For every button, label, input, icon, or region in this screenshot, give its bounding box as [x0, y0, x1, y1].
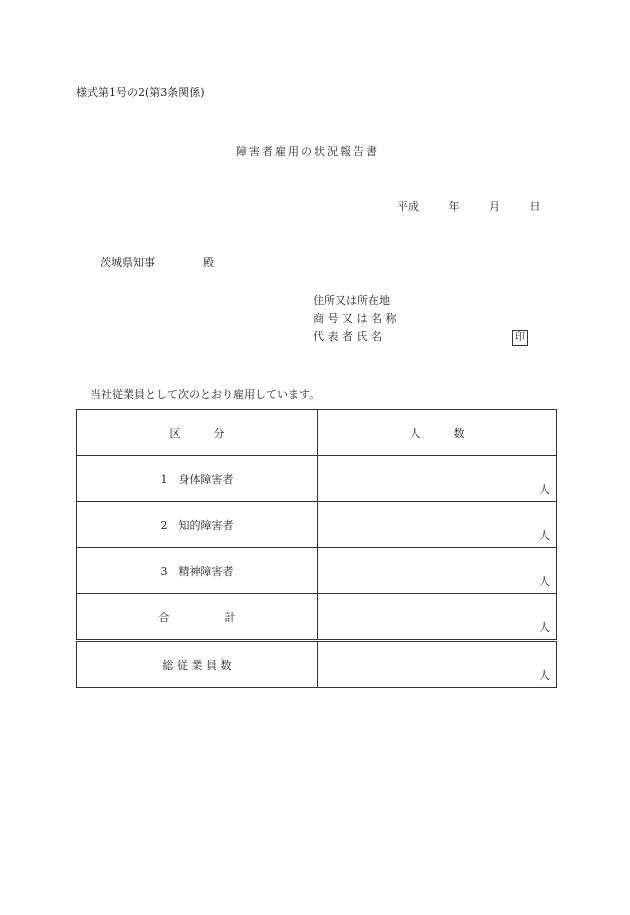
- unit-label: 人: [539, 483, 550, 496]
- row-label: 1 身体障害者: [77, 456, 318, 502]
- date-line: [397, 198, 541, 214]
- employment-table: [76, 409, 557, 688]
- applicant-block: [313, 292, 396, 346]
- count-cell-physical[interactable]: [318, 456, 557, 502]
- count-cell-intellectual[interactable]: [318, 502, 557, 548]
- date-year[interactable]: 年: [448, 200, 460, 213]
- company-name-field[interactable]: 商 号 又 は 名 称: [313, 312, 397, 325]
- unit-label: 人: [539, 575, 550, 588]
- addressee: [100, 254, 214, 270]
- date-month[interactable]: 月: [489, 200, 500, 213]
- header-category: 区 分: [77, 410, 318, 456]
- date-era: 平成: [397, 200, 419, 213]
- row-label: 合 計: [77, 594, 318, 641]
- header-count: 人 数: [318, 410, 557, 456]
- row-label: 3 精神障害者: [77, 548, 318, 594]
- count-cell-mental[interactable]: [318, 548, 557, 594]
- count-cell-total[interactable]: [318, 594, 557, 641]
- addressee-name: 茨城県知事: [100, 256, 155, 269]
- addressee-honorific: 殿: [203, 256, 214, 269]
- table-row: [77, 548, 557, 594]
- page-title: 障害者雇用の状況報告書: [236, 145, 379, 158]
- table-row: [77, 456, 557, 502]
- count-cell-all-employees[interactable]: [318, 641, 557, 688]
- table-header-row: [77, 410, 557, 456]
- intro-text: 当社従業員として次のとおり雇用しています。: [90, 388, 321, 401]
- unit-label: 人: [539, 669, 550, 682]
- table-row-total: [77, 594, 557, 641]
- address-field[interactable]: 住所又は所在地: [313, 294, 390, 307]
- row-label: 総 従 業 員 数: [77, 641, 318, 688]
- representative-field[interactable]: 代 表 者 氏 名: [313, 330, 382, 343]
- date-day[interactable]: 日: [529, 200, 541, 213]
- form-number: 様式第1号の2(第3条関係): [76, 86, 205, 99]
- row-label: 2 知的障害者: [77, 502, 318, 548]
- unit-label: 人: [539, 621, 550, 634]
- table-row: [77, 502, 557, 548]
- seal-mark: 印: [512, 330, 528, 346]
- unit-label: 人: [539, 529, 550, 542]
- table-row-all-employees: [77, 641, 557, 688]
